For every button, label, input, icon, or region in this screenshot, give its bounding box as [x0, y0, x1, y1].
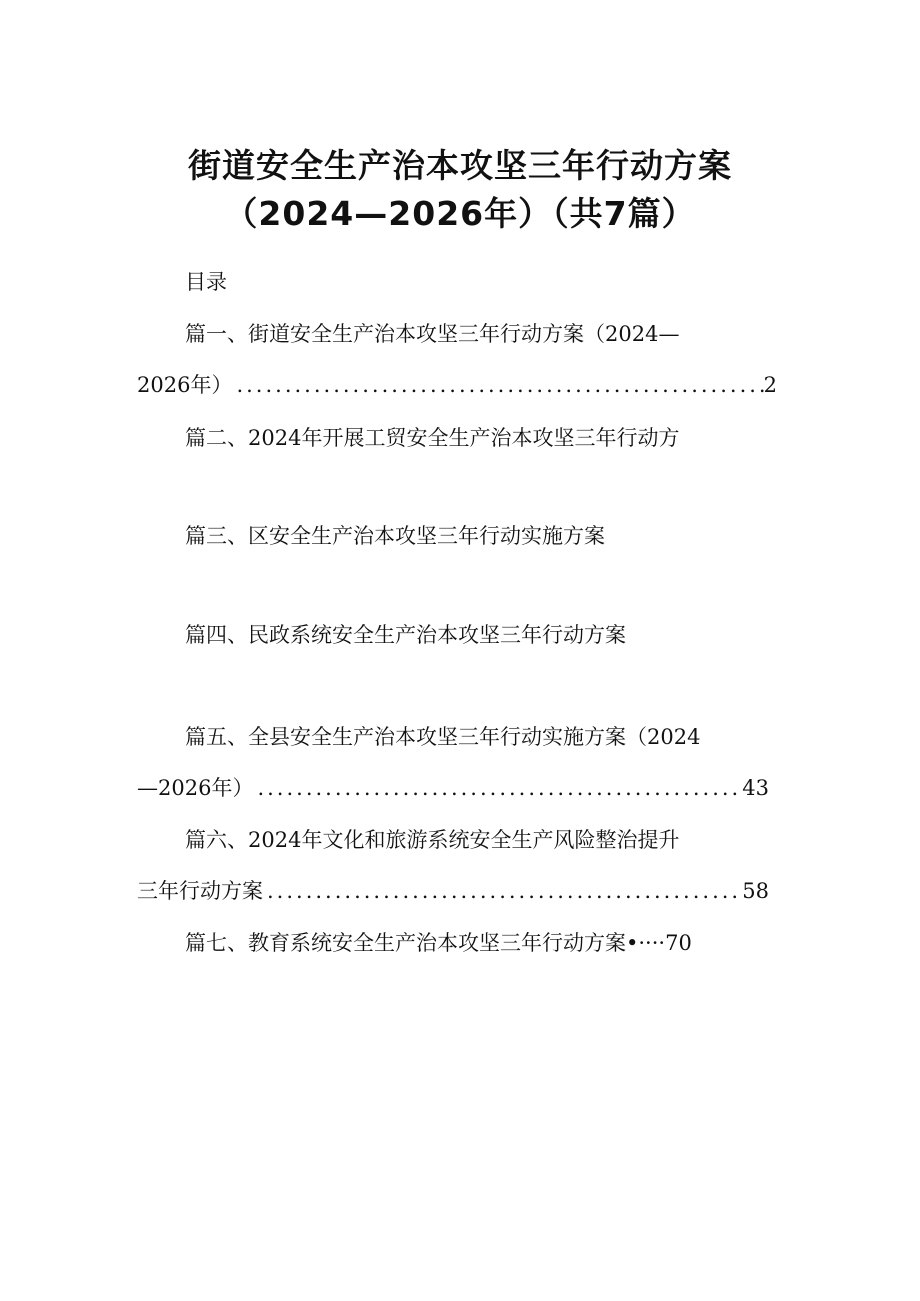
leader-dots	[232, 370, 763, 400]
toc-entry-1-cont[interactable]	[137, 370, 777, 400]
toc-entry-5-cont[interactable]	[137, 773, 769, 803]
toc-entry-6[interactable]: 篇六、2024年文化和旅游系统安全生产风险整治提升	[185, 828, 680, 852]
leader-dots	[263, 876, 742, 906]
toc-entry-3[interactable]: 篇三、区安全生产治本攻坚三年行动实施方案	[185, 524, 605, 548]
document-title: 街道安全生产治本攻坚三年行动方案	[188, 146, 732, 185]
toc-entry-label: 2026年）	[137, 373, 233, 397]
toc-page-number: 2	[763, 373, 777, 397]
toc-entry-7[interactable]: 篇七、教育系统安全生产治本攻坚三年行动方案•····70	[185, 931, 692, 955]
toc-entry-5[interactable]: 篇五、全县安全生产治本攻坚三年行动实施方案（2024	[185, 725, 701, 749]
toc-heading: 目录	[185, 270, 227, 294]
toc-page-number: 58	[742, 879, 769, 903]
leader-dots	[253, 773, 742, 803]
toc-entry-4[interactable]: 篇四、民政系统安全生产治本攻坚三年行动方案	[185, 623, 626, 647]
toc-entry-label: 三年行动方案	[137, 879, 263, 903]
toc-entry-label: —2026年）	[137, 776, 254, 800]
toc-entry-1[interactable]: 篇一、街道安全生产治本攻坚三年行动方案（2024—	[185, 322, 680, 346]
toc-entry-2[interactable]: 篇二、2024年开展工贸安全生产治本攻坚三年行动方	[185, 426, 680, 450]
toc-page-number: 43	[742, 776, 769, 800]
document-subtitle: （2024—2026年）（共7篇）	[224, 194, 696, 233]
toc-entry-6-cont[interactable]	[137, 876, 769, 906]
